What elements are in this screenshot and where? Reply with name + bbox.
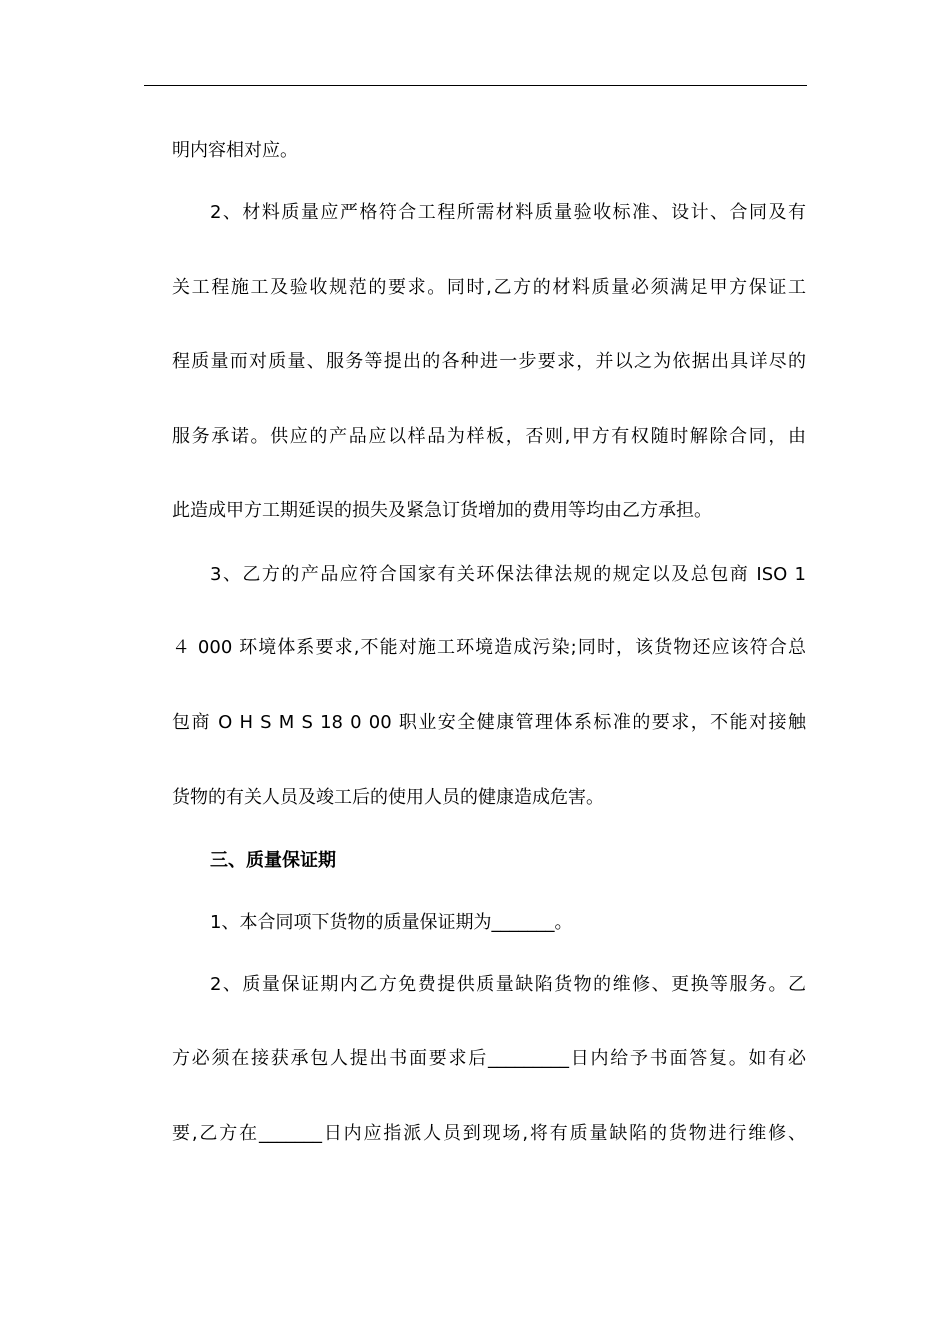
text-line: 方必须在接获承包人提出书面要求后_________日内给予书面答复。如有必 xyxy=(172,1048,806,1069)
text-line: 货物的有关人员及竣工后的使用人员的健康造成危害。 xyxy=(172,787,604,808)
text-line: 关工程施工及验收规范的要求。同时,乙方的材料质量必须满足甲方保证工 xyxy=(172,277,806,298)
paragraph-3-start: 3、乙方的产品应符合国家有关环保法律法规的规定以及总包商 ISO 1 xyxy=(210,564,806,585)
paragraph-warranty-1: 1、本合同项下货物的质量保证期为_______。 xyxy=(210,912,573,933)
text-line: 此造成甲方工期延误的损失及紧急订货增加的费用等均由乙方承担。 xyxy=(172,500,712,521)
paragraph-2-start: 2、材料质量应严格符合工程所需材料质量验收标准、设计、合同及有 xyxy=(210,202,806,223)
text-line: 包商 O H S M S 18 0 00 职业安全健康管理体系标准的要求，不能对接触 xyxy=(172,712,806,733)
paragraph-warranty-2-start: 2、质量保证期内乙方免费提供质量缺陷货物的维修、更换等服务。乙 xyxy=(210,974,806,995)
text-line: 服务承诺。供应的产品应以样品为样板，否则,甲方有权随时解除合同，由 xyxy=(172,426,806,447)
text-line: 明内容相对应。 xyxy=(172,140,298,161)
text-line: 程质量而对质量、服务等提出的各种进一步要求，并以之为依据出具详尽的 xyxy=(172,351,806,372)
section-heading: 三、质量保证期 xyxy=(210,850,336,871)
text-line: 要,乙方在_______日内应指派人员到现场,将有质量缺陷的货物进行维修、 xyxy=(172,1123,806,1144)
text-line: ４ 000 环境体系要求,不能对施工环境造成污染;同时，该货物还应该符合总 xyxy=(172,637,806,658)
header-rule xyxy=(144,85,807,86)
